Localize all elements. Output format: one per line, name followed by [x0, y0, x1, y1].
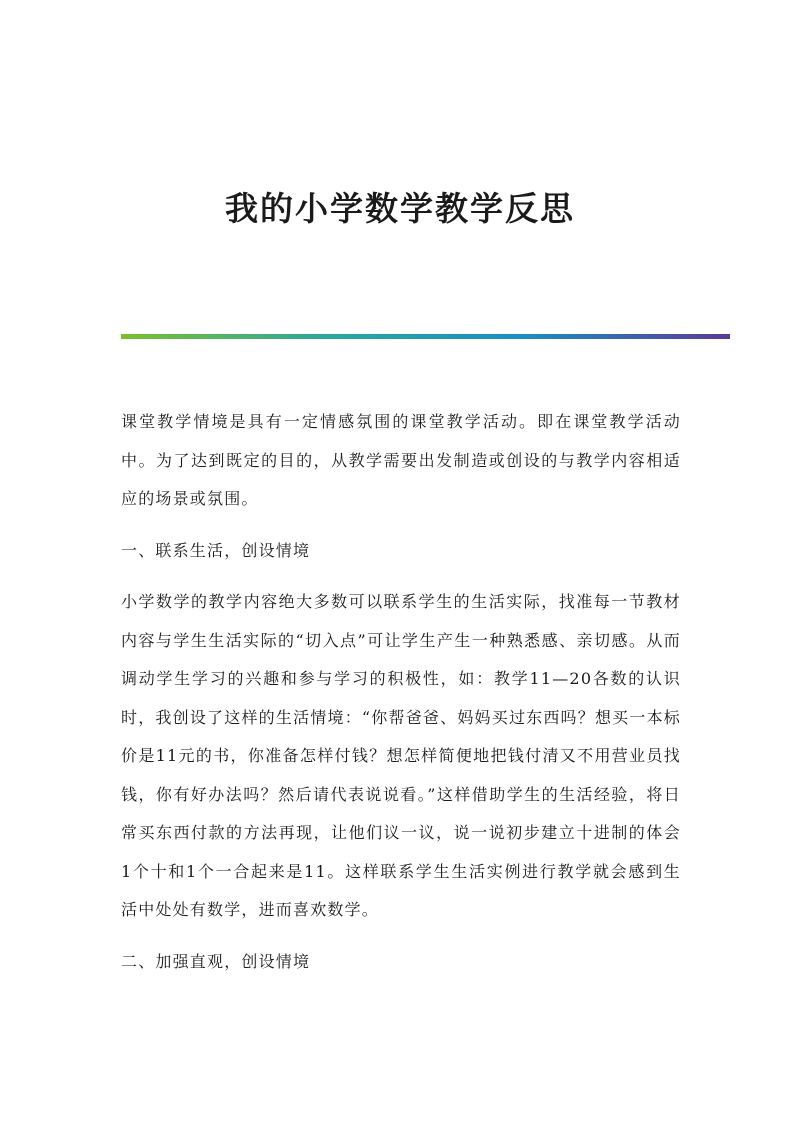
title-divider [121, 334, 730, 339]
intro-paragraph: 课堂教学情境是具有一定情感氛围的课堂教学活动。即在课堂教学活动中。为了达到既定的目的，从教学需要出发制造或创设的与教学内容相适应的场景或氛围。 [121, 412, 681, 508]
document-body [121, 403, 681, 981]
section-heading-2: 二、加强直观，创设情境 [121, 951, 311, 971]
document-title: 我的小学数学教学反思 [225, 189, 575, 228]
section-paragraph-1: 小学数学的教学内容绝大多数可以联系学生的生活实际，找准每一节教材内容与学生生活实际的“切入点”可让学生产生一种熟悉感、亲切感。从而调动学生学习的兴趣和参与学习的积极性，如：教学11—20各数的认识时，我创设了这样的生活情境：“你帮爸爸、妈妈买过东西吗？想买一本标价是11元的书，你准备怎样付钱？想怎样简便地把钱付清又不用营业员找钱，你有好办法吗？然后请代表说说看。”这样借助学生的生活经验，将日常买东西付款的方法再现，让他们议一议，说一说初步建立十进制的体会1个十和1个一合起来是11。这样联系学生生活实例进行教学就会感到生活中处处有数学，进而喜欢数学。 [121, 592, 681, 919]
section-heading-1: 一、联系生活，创设情境 [121, 540, 311, 560]
